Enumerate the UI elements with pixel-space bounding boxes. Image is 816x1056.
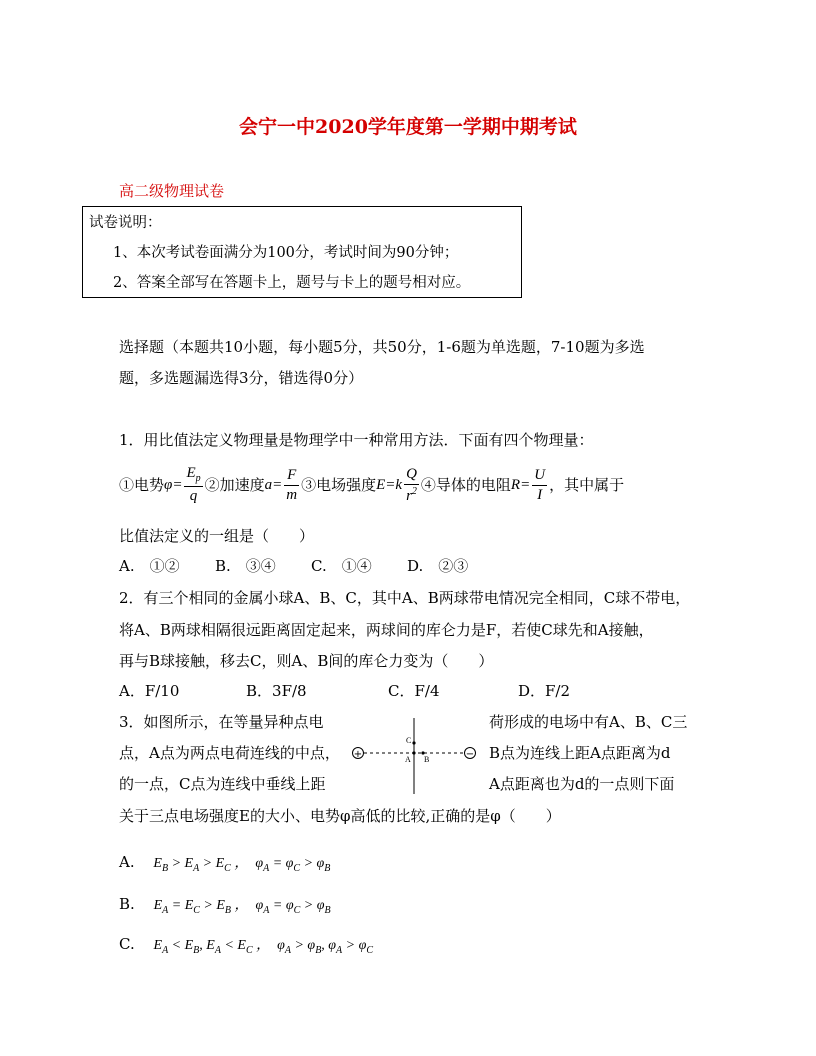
page-title: 会宁一中2020学年度第一学期中期考试 — [239, 116, 577, 138]
q2-option-a: A．F/10 — [119, 682, 180, 700]
q1-formula-acceleration: a= — [264, 477, 283, 493]
q2-option-d: D．F/2 — [518, 682, 571, 700]
q3-option-a-formula: $E_B > E_A > E_C$ ， $\varphi_A = \varphi_C > \varphi_B$ — [153, 856, 331, 874]
q3-option-b — [119, 894, 331, 921]
q1-fraction-f-m: $\frac{F}{m}$ — [286, 466, 298, 503]
q3-line-2b: B点为连线上距A点距离为d — [489, 744, 671, 762]
q2-option-b: B．3F/8 — [246, 682, 307, 700]
q2-line-1: 2．有三个相同的金属小球A、B、C，其中A、B两球带电情况完全相同，C球不带电， — [119, 589, 691, 607]
q1-item-3: ③电场强度 — [301, 476, 377, 494]
section-intro-line-1: 选择题（本题共10小题，每小题5分，共50分，1-6题为单选题，7-10题为多选 — [119, 338, 645, 356]
q1-item-2: ②加速度 — [204, 476, 265, 494]
point-c-label: C — [406, 736, 412, 745]
q1-option-b: B. ③④ — [215, 557, 276, 575]
q3-option-b-formula: $E_A = E_C > E_B$ ， $\varphi_A = \varphi_C > \varphi_B$ — [153, 898, 331, 916]
q3-line-3b: A点距离也为d的一点则下面 — [489, 775, 675, 793]
q1-fraction-q-r2: $\frac{Q}{r^2}$ — [406, 465, 417, 504]
q3-line-1b: 荷形成的电场中有A、B、C三 — [489, 713, 688, 731]
q3-line-1a: 3．如图所示，在等量异种点电 — [119, 713, 324, 731]
q1-item-4: ④导体的电阻 — [420, 476, 511, 494]
q1-item-1: ①电势 — [119, 476, 165, 494]
instruction-line-1: 1、本次考试卷面满分为100分，考试时间为90分钟； — [113, 245, 459, 261]
point-b-label: B — [424, 755, 430, 764]
q1-stem: 1．用比值法定义物理量是物理学中一种常用方法．下面有四个物理量： — [119, 431, 594, 449]
q1-option-d: D. ②③ — [407, 557, 469, 575]
instructions-heading: 试卷说明： — [89, 215, 162, 231]
q2-option-c: C．F/4 — [388, 682, 440, 700]
q1-formula-resistance: R= — [510, 477, 531, 493]
q3-line-4: 关于三点电场强度E的大小、电势φ高低的比较,正确的是φ（ ） — [119, 807, 561, 825]
q1-formula-field: E=k — [376, 477, 403, 493]
instruction-line-2: 2、答案全部写在答题卡上，题号与卡上的题号相对应。 — [113, 275, 471, 291]
q1-formulas — [119, 466, 624, 504]
q3-option-a-letter: A. — [119, 853, 135, 871]
q1-fraction-ep-q: $\frac{E_p}{q}$ — [186, 465, 201, 504]
section-intro-line-2: 题，多选题漏选得3分，错选得0分） — [119, 369, 364, 387]
point-a-label: A — [405, 755, 411, 764]
point-c-dot — [412, 741, 415, 744]
point-a-dot — [412, 751, 415, 754]
q1-option-c: C. ①④ — [311, 557, 372, 575]
q2-line-2: 将A、B两球相隔很远距离固定起来，两球间的库仑力是F，若使C球先和A接触， — [119, 621, 654, 639]
q3-charge-diagram — [352, 716, 478, 796]
q1-option-a: A. ①② — [119, 557, 180, 575]
q1-fraction-u-i: $\frac{U}{I}$ — [534, 466, 546, 503]
q3-option-b-letter: B. — [119, 895, 135, 913]
q3-option-c — [119, 934, 373, 961]
q3-option-c-formula: $E_A < E_B$, $E_A < E_C$ ， $\varphi_A > \varphi_B$, $\varphi_A > \varphi_C$ — [153, 938, 374, 956]
q1-tail: ，其中属于 — [549, 476, 625, 494]
q3-line-2a: 点，A点为两点电荷连线的中点， — [119, 744, 340, 762]
q1-formula-potential: φ= — [164, 477, 183, 493]
q3-option-c-letter: C. — [119, 935, 135, 953]
positive-charge-sign: + — [353, 749, 363, 760]
q2-line-3: 再与B球接触，移去C，则A、B间的库仑力变为（ ） — [119, 652, 494, 670]
q3-line-3a: 的一点，C点为连线中垂线上距 — [119, 775, 326, 793]
paper-subtitle: 高二级物理试卷 — [119, 182, 225, 200]
q3-option-a — [119, 852, 330, 879]
q1-line-3: 比值法定义的一组是（ ） — [119, 527, 315, 545]
negative-charge-sign: − — [465, 749, 475, 760]
instructions-box — [82, 206, 522, 298]
